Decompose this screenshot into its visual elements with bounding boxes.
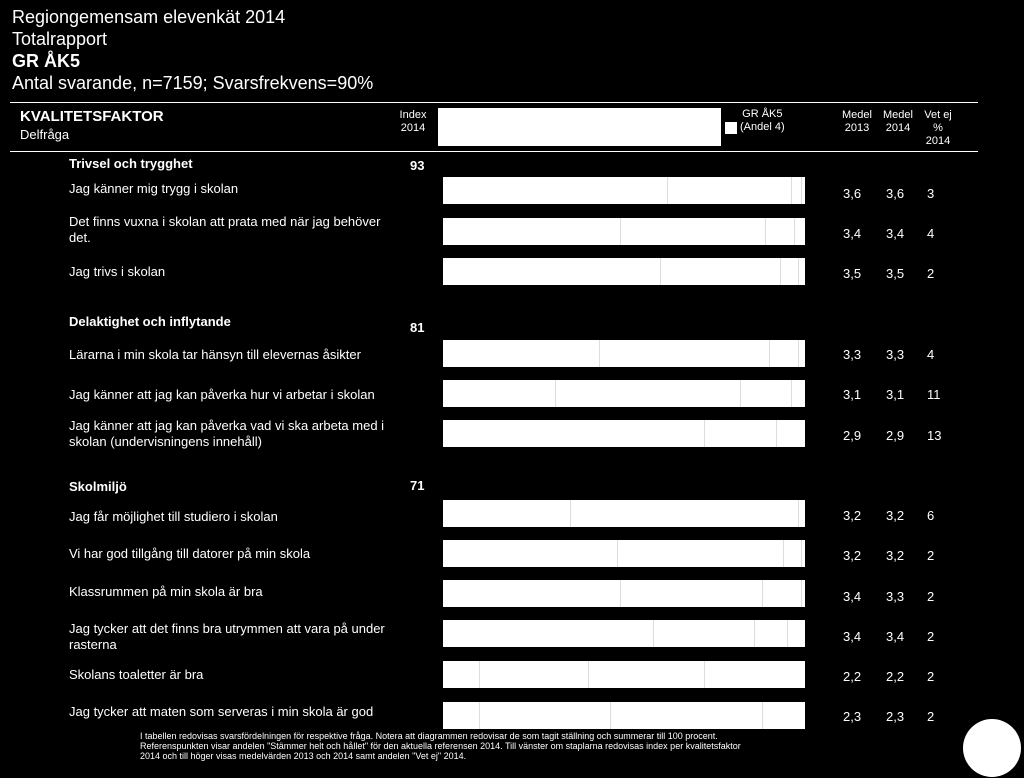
- question-text: Lärarna i min skola tar hänsyn till elevernas åsikter: [69, 347, 361, 362]
- medel-2014-value: 3,2: [886, 548, 905, 563]
- response-bar: [443, 380, 805, 407]
- report-subtitle: Totalrapport: [12, 29, 108, 49]
- question-text: Jag tycker att maten som serveras i min skola är god: [69, 704, 374, 719]
- medel-2014-value: 3,3: [886, 589, 905, 604]
- bar-segment-divider: [801, 177, 802, 204]
- bar-segment-divider: [704, 420, 705, 447]
- response-bar: [443, 340, 805, 367]
- response-bar: [443, 420, 805, 447]
- vet-ej-value: 6: [927, 508, 935, 523]
- response-bar: [443, 580, 805, 607]
- medel-2014-value: 3,5: [886, 266, 905, 281]
- bar-segment-divider: [801, 580, 802, 607]
- report-response-stats: Antal svarande, n=7159; Svarsfrekvens=90%: [12, 73, 374, 93]
- report-title: Regiongemensam elevenkät 2014: [12, 7, 286, 27]
- question-text: Skolans toaletter är bra: [69, 667, 204, 682]
- question-text: Det finns vuxna i skolan att prata med när jag behöver det.: [69, 214, 381, 245]
- bar-segment-divider: [479, 702, 480, 729]
- medel-2014-value: 3,4: [886, 629, 905, 644]
- column-header-factor: [20, 108, 164, 144]
- bar-segment-divider: [667, 177, 668, 204]
- bar-segment-divider: [610, 702, 611, 729]
- medel-2014-value: 2,9: [886, 428, 905, 443]
- bar-segment-divider: [787, 620, 788, 647]
- vet-ej-value: 2: [927, 629, 935, 644]
- bar-segment-divider: [765, 218, 766, 245]
- legend-box: [438, 108, 721, 146]
- bar-segment-divider: [588, 661, 589, 688]
- factor-trivsel-index: 93: [410, 158, 425, 173]
- column-header-medel-2014: Medel 2014: [883, 109, 913, 134]
- response-bar: [443, 500, 805, 527]
- bar-segment-divider: [599, 340, 600, 367]
- medel-2013-value: 3,4: [843, 226, 862, 241]
- bar-segment-divider: [704, 661, 705, 688]
- vet-ej-value: 2: [927, 548, 935, 563]
- vet-ej-value: 13: [927, 428, 942, 443]
- response-bar: [443, 661, 805, 688]
- medel-2014-value: 2,3: [886, 709, 905, 724]
- bar-segment-divider: [762, 702, 763, 729]
- legend-swatch: [725, 122, 737, 134]
- bar-segment-divider: [798, 500, 799, 527]
- bar-segment-divider: [791, 380, 792, 407]
- kvalitetsfaktor-label: KVALITETSFAKTOR: [20, 108, 164, 125]
- vet-ej-value: 2: [927, 669, 935, 684]
- column-header-vet-ej: Vet ej % 2014: [924, 109, 952, 147]
- vet-ej-value: 2: [927, 589, 935, 604]
- bar-segment-divider: [555, 380, 556, 407]
- factor-trivsel: Trivsel och trygghet: [69, 156, 193, 171]
- corner-circle: [963, 719, 1021, 777]
- medel-2013-value: 3,2: [843, 508, 862, 523]
- response-bar: [443, 177, 805, 204]
- bar-segment-divider: [620, 580, 621, 607]
- report-group: GR ÅK5: [12, 51, 81, 71]
- column-header-index: Index 2014: [399, 109, 427, 134]
- vet-ej-value: 3: [927, 186, 935, 201]
- vet-ej-value: 2: [927, 709, 935, 724]
- medel-2013-value: 3,1: [843, 387, 862, 402]
- bar-segment-divider: [740, 380, 741, 407]
- bar-segment-divider: [762, 580, 763, 607]
- response-bar: [443, 540, 805, 567]
- medel-2014-value: 2,2: [886, 669, 905, 684]
- top-divider: [10, 102, 978, 103]
- medel-2013-value: 3,3: [843, 347, 862, 362]
- vet-ej-value: 4: [927, 347, 935, 362]
- column-header-medel-2013: Medel 2013: [842, 109, 872, 134]
- factor-skolmiljo: Skolmiljö: [69, 479, 127, 494]
- response-bar: [443, 258, 805, 285]
- bar-segment-divider: [660, 258, 661, 285]
- bar-segment-divider: [801, 540, 802, 567]
- bar-segment-divider: [776, 420, 777, 447]
- bar-segment-divider: [783, 540, 784, 567]
- medel-2013-value: 3,6: [843, 186, 862, 201]
- bar-segment-divider: [798, 340, 799, 367]
- question-text: Klassrummen på min skola är bra: [69, 584, 263, 599]
- bar-segment-divider: [780, 258, 781, 285]
- question-text: Jag trivs i skolan: [69, 264, 166, 279]
- bar-segment-divider: [754, 620, 755, 647]
- medel-2014-value: 3,2: [886, 508, 905, 523]
- response-bar: [443, 620, 805, 647]
- medel-2013-value: 3,2: [843, 548, 862, 563]
- delfraga-label: Delfråga: [20, 127, 70, 142]
- factor-delaktighet: Delaktighet och inflytande: [69, 314, 231, 329]
- medel-2014-value: 3,1: [886, 387, 905, 402]
- bar-segment-divider: [617, 540, 618, 567]
- vet-ej-value: 11: [927, 387, 941, 402]
- question-text: Jag känner att jag kan påverka vad vi ska arbeta med i skolan (undervisningens innehåll): [69, 418, 385, 449]
- legend-label: GR ÅK5 (Andel 4): [740, 108, 785, 133]
- medel-2013-value: 2,2: [843, 669, 862, 684]
- report-header: [12, 6, 373, 94]
- bar-segment-divider: [794, 218, 795, 245]
- response-bar: [443, 702, 805, 729]
- medel-2013-value: 2,9: [843, 428, 862, 443]
- factor-skolmiljo-index: 71: [410, 478, 425, 493]
- medel-2014-value: 3,4: [886, 226, 905, 241]
- question-text: Jag får möjlighet till studiero i skolan: [69, 509, 278, 524]
- header-divider: [10, 151, 978, 152]
- bar-segment-divider: [620, 218, 621, 245]
- bar-segment-divider: [769, 340, 770, 367]
- vet-ej-value: 4: [927, 226, 935, 241]
- question-text: Jag känner att jag kan påverka hur vi arbetar i skolan: [69, 387, 375, 402]
- question-text: Jag känner mig trygg i skolan: [69, 181, 239, 196]
- footnote: I tabellen redovisas svarsfördelningen för respektive fråga. Notera att diagrammen redovisar de som tagit ställning och summerar till 100 procent. Referenspunkten visar andelen "Stämmer helt och hållet" för den aktuella referensen 2014. Till vänster om staplarna redovisas index per kvalitetsfaktor 2014 och till höger visas medelvärden 2013 och 2014 samt andelen "Vet ej" 2014.: [140, 731, 741, 761]
- response-bar: [443, 218, 805, 245]
- bar-segment-divider: [570, 500, 571, 527]
- medel-2014-value: 3,6: [886, 186, 905, 201]
- vet-ej-value: 2: [927, 266, 935, 281]
- medel-2013-value: 3,5: [843, 266, 862, 281]
- factor-delaktighet-index: 81: [410, 320, 425, 335]
- bar-segment-divider: [653, 620, 654, 647]
- medel-2014-value: 3,3: [886, 347, 905, 362]
- bar-segment-divider: [798, 258, 799, 285]
- question-text: Vi har god tillgång till datorer på min skola: [69, 546, 311, 561]
- bar-segment-divider: [791, 177, 792, 204]
- bar-segment-divider: [479, 661, 480, 688]
- medel-2013-value: 3,4: [843, 629, 862, 644]
- medel-2013-value: 3,4: [843, 589, 862, 604]
- question-text: Jag tycker att det finns bra utrymmen att vara på under rasterna: [69, 621, 385, 652]
- medel-2013-value: 2,3: [843, 709, 862, 724]
